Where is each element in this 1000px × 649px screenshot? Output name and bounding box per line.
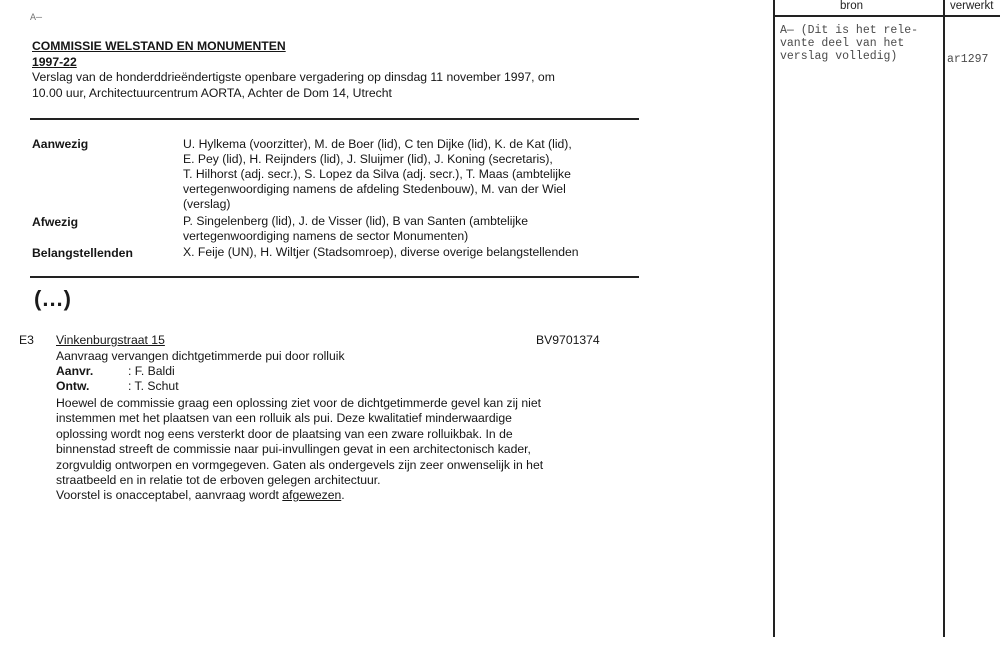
header-divider — [30, 118, 639, 120]
processed-code: ar1297 — [947, 53, 989, 66]
designer-label: Ontw. — [56, 379, 90, 393]
attendance-divider — [30, 276, 639, 278]
document-subtitle-line-1: Verslag van de honderddrieëndertigste openbare vergadering op dinsdag 11 november 1997, om — [32, 70, 555, 84]
body-line: oplossing wordt nog eens versterkt door de plaatsing van een zware rolluikbak. In de — [56, 427, 513, 441]
present-line: E. Pey (lid), H. Reijnders (lid), J. Sluijmer (lid), J. Koning (secretaris), — [183, 152, 553, 166]
present-line: U. Hylkema (voorzitter), M. de Boer (lid), C ten Dijke (lid), K. de Kat (lid), — [183, 137, 572, 151]
designer-value: : T. Schut — [128, 379, 179, 393]
absent-line: vertegenwoordiging namens de sector Monumenten) — [183, 229, 469, 243]
absent-label: Afwezig — [32, 215, 79, 229]
stakeholders-label: Belangstellenden — [32, 246, 133, 260]
conclusion-suffix: . — [341, 488, 345, 502]
absent-line: P. Singelenberg (lid), J. de Visser (lid), B van Santen (ambtelijke — [183, 214, 529, 228]
side-table-left-border — [773, 0, 775, 637]
item-conclusion — [56, 488, 345, 503]
document-title: COMMISSIE WELSTAND EN MONUMENTEN — [32, 39, 286, 53]
document-number: 1997-22 — [32, 55, 77, 69]
body-line: instemmen met het plaatsen van een rolluik als pui. Deze kwalitatief minderwaardige — [56, 411, 512, 425]
conclusion-verdict: afgewezen — [282, 488, 342, 502]
item-reference: BV9701374 — [536, 333, 600, 347]
source-note-line: A— (Dit is het rele- — [780, 24, 919, 37]
present-line: (verslag) — [183, 197, 231, 211]
present-line: vertegenwoordiging namens de afdeling Stedenbouw), M. van der Wiel — [183, 182, 566, 196]
present-label: Aanwezig — [32, 137, 89, 151]
side-table-header-divider — [773, 15, 1000, 17]
document-subtitle-line-2: 10.00 uur, Architectuurcentrum AORTA, Achter de Dom 14, Utrecht — [32, 86, 392, 100]
stakeholders-line: X. Feije (UN), H. Wiltjer (Stadsomroep), diverse overige belangstellenden — [183, 245, 579, 259]
body-line: binnenstad streeft de commissie naar pui-invullingen gevat in een architectonisch kader, — [56, 442, 531, 456]
body-line: zorgvuldig ontworpen en vormgegeven. Gaten als ondergevels zijn zeer onwenselijk in het — [56, 458, 544, 472]
item-address: Vinkenburgstraat 15 — [56, 333, 165, 347]
applicant-value: : F. Baldi — [128, 364, 175, 378]
column-header-source: bron — [840, 0, 864, 12]
body-line: Hoewel de commissie graag een oplossing ziet voor de dichtgetimmerde gevel kan zij niet — [56, 396, 542, 410]
applicant-label: Aanvr. — [56, 364, 94, 378]
column-header-processed: verwerkt — [950, 0, 994, 12]
side-table-column-divider — [943, 0, 945, 637]
conclusion-prefix: Voorstel is onacceptabel, aanvraag wordt — [56, 488, 283, 502]
omission-ellipsis: (...) — [34, 286, 72, 311]
source-note-line: verslag volledig) — [780, 50, 898, 63]
present-line: T. Hilhorst (adj. secr.), S. Lopez da Silva (adj. secr.), T. Maas (ambtelijke — [183, 167, 571, 181]
item-request: Aanvraag vervangen dichtgetimmerde pui door rolluik — [56, 349, 345, 363]
source-note-line: vante deel van het — [780, 37, 905, 50]
page-marker: A— — [30, 13, 43, 24]
item-code: E3 — [19, 333, 34, 347]
body-line: straatbeeld en in relatie tot de erboven gelegen architectuur. — [56, 473, 381, 487]
